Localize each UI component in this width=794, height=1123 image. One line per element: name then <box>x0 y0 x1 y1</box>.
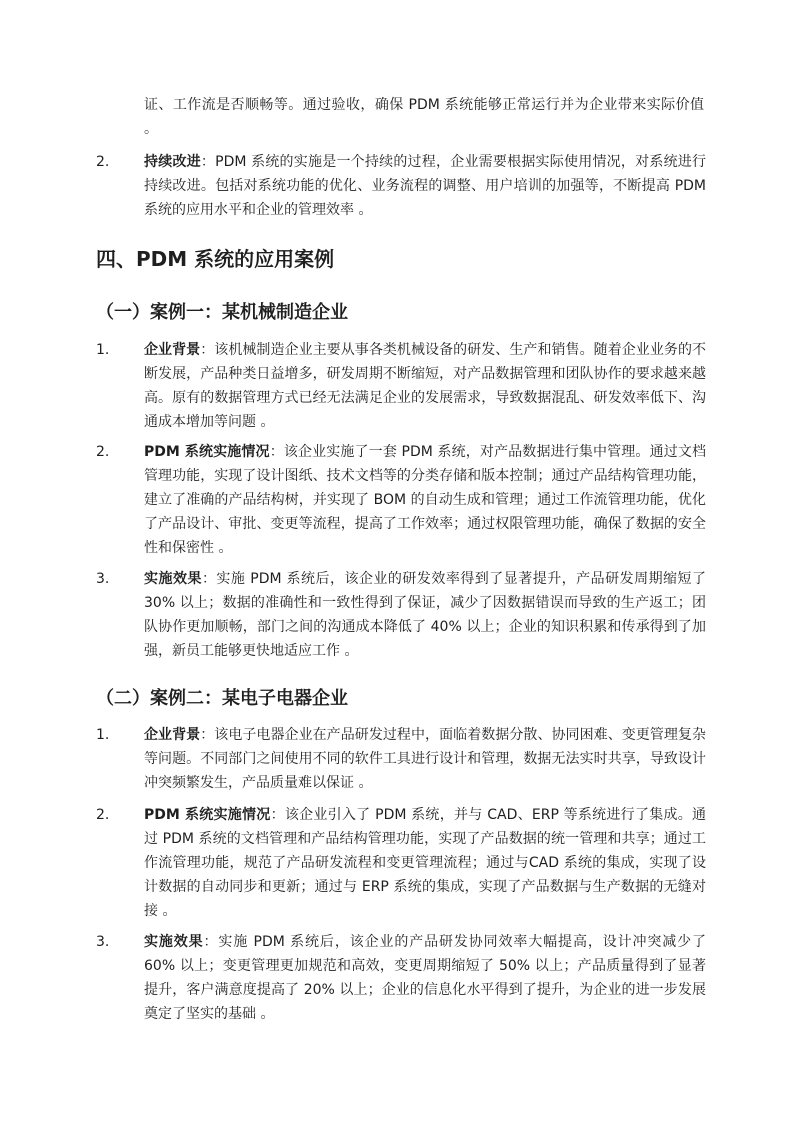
list-item-text: ：PDM 系统的实施是一个持续的过程，企业需要根据实际使用情况，对系统进行持续改进。包括对系统功能的优化、业务流程的调整、用户培训的加强等，不断提高 PDM 系统的应用水平和企业的管理效率 。 <box>144 154 707 218</box>
list-item-label: 实施效果 <box>144 571 202 587</box>
list-item-body <box>144 567 706 663</box>
list-item-body <box>144 440 706 560</box>
list-item-text: ：该企业引入了 PDM 系统，并与 CAD、ERP 等系统进行了集成。通过 PDM 系统的文档管理和产品结构管理功能，实现了产品数据的统一管理和共享；通过工作流管理功能，规范了产品研发流程和变更管理流程；通过与CAD 系统的集成，实现了设计数据的自动同步和更新；通过与 ERP 系统的集成，实现了产品数据与生产数据的无缝对接 。 <box>144 807 707 919</box>
case2-heading: （二）案例二：某电子电器企业 <box>96 688 348 709</box>
list-item-text: ：该电子电器企业在产品研发过程中，面临着数据分散、协同困难、变更管理复杂等问题。不同部门之间使用不同的软件工具进行设计和管理，数据无法实时共享，导致设计冲突频繁发生，产品质量难以保证 。 <box>144 727 707 791</box>
list-item-body <box>144 723 706 795</box>
list-number: 3. <box>96 934 110 950</box>
list-number: 3. <box>96 571 110 587</box>
list-item-text: ：实施 PDM 系统后，该企业的产品研发协同效率大幅提高，设计冲突减少了 60% 以上；变更管理更加规范和高效，变更周期缩短了 50% 以上；产品质量得到了显著提升，客户满意度提高了 20% 以上；企业的信息化水平得到了提升，为企业的进一步发展奠定了坚实的基础 。 <box>144 934 707 1022</box>
list-item-label: PDM 系统实施情况 <box>144 807 271 823</box>
list-item-text: ：该企业实施了一套 PDM 系统，对产品数据进行集中管理。通过文档管理功能，实现了设计图纸、技术文档等的分类存储和版本控制；通过产品结构管理功能，建立了准确的产品结构树，并实现了 BOM 的自动生成和管理；通过工作流管理功能，优化了产品设计、审批、变更等流程，提高了工作效率；通过权限管理功能，确保了数据的安全性和保密性 。 <box>144 444 707 556</box>
list-item-label: 企业背景 <box>144 727 201 743</box>
list-number: 1. <box>96 727 110 743</box>
list-item-body <box>144 150 706 222</box>
list-item-body <box>144 338 706 434</box>
case1-heading: （一）案例一：某机械制造企业 <box>96 302 348 323</box>
list-number: 1. <box>96 342 110 358</box>
list-item-text: ：该机械制造企业主要从事各类机械设备的研发、生产和销售。随着企业业务的不断发展，产品种类日益增多，研发周期不断缩短，对产品数据管理和团队协作的要求越来越高。原有的数据管理方式已经无法满足企业的发展需求，导致数据混乱、研发效率低下、沟通成本增加等问题 。 <box>144 342 707 430</box>
list-item-label: 实施效果 <box>144 934 204 950</box>
list-number: 2. <box>96 444 110 460</box>
list-item-label: 持续改进 <box>144 154 201 170</box>
list-item-text: ：实施 PDM 系统后，该企业的研发效率得到了显著提升，产品研发周期缩短了 30% 以上；数据的准确性和一致性得到了保证，减少了因数据错误而导致的生产返工；团队协作更加顺畅，部门之间的沟通成本降低了 40% 以上；企业的知识积累和传承得到了加强，新员工能够更快地适应工作 。 <box>144 571 707 659</box>
list-item-body <box>144 930 706 1026</box>
list-item-label: PDM 系统实施情况 <box>144 444 270 460</box>
list-number: 2. <box>96 154 110 170</box>
list-number: 2. <box>96 807 110 823</box>
paragraph-text: 证、工作流是否顺畅等。通过验收，确保 PDM 系统能够正常运行并为企业带来实际价值 。 <box>144 97 704 137</box>
list-item-label: 企业背景 <box>144 342 201 358</box>
section-heading: 四、PDM 系统的应用案例 <box>96 247 335 271</box>
list-item-body <box>144 803 706 923</box>
